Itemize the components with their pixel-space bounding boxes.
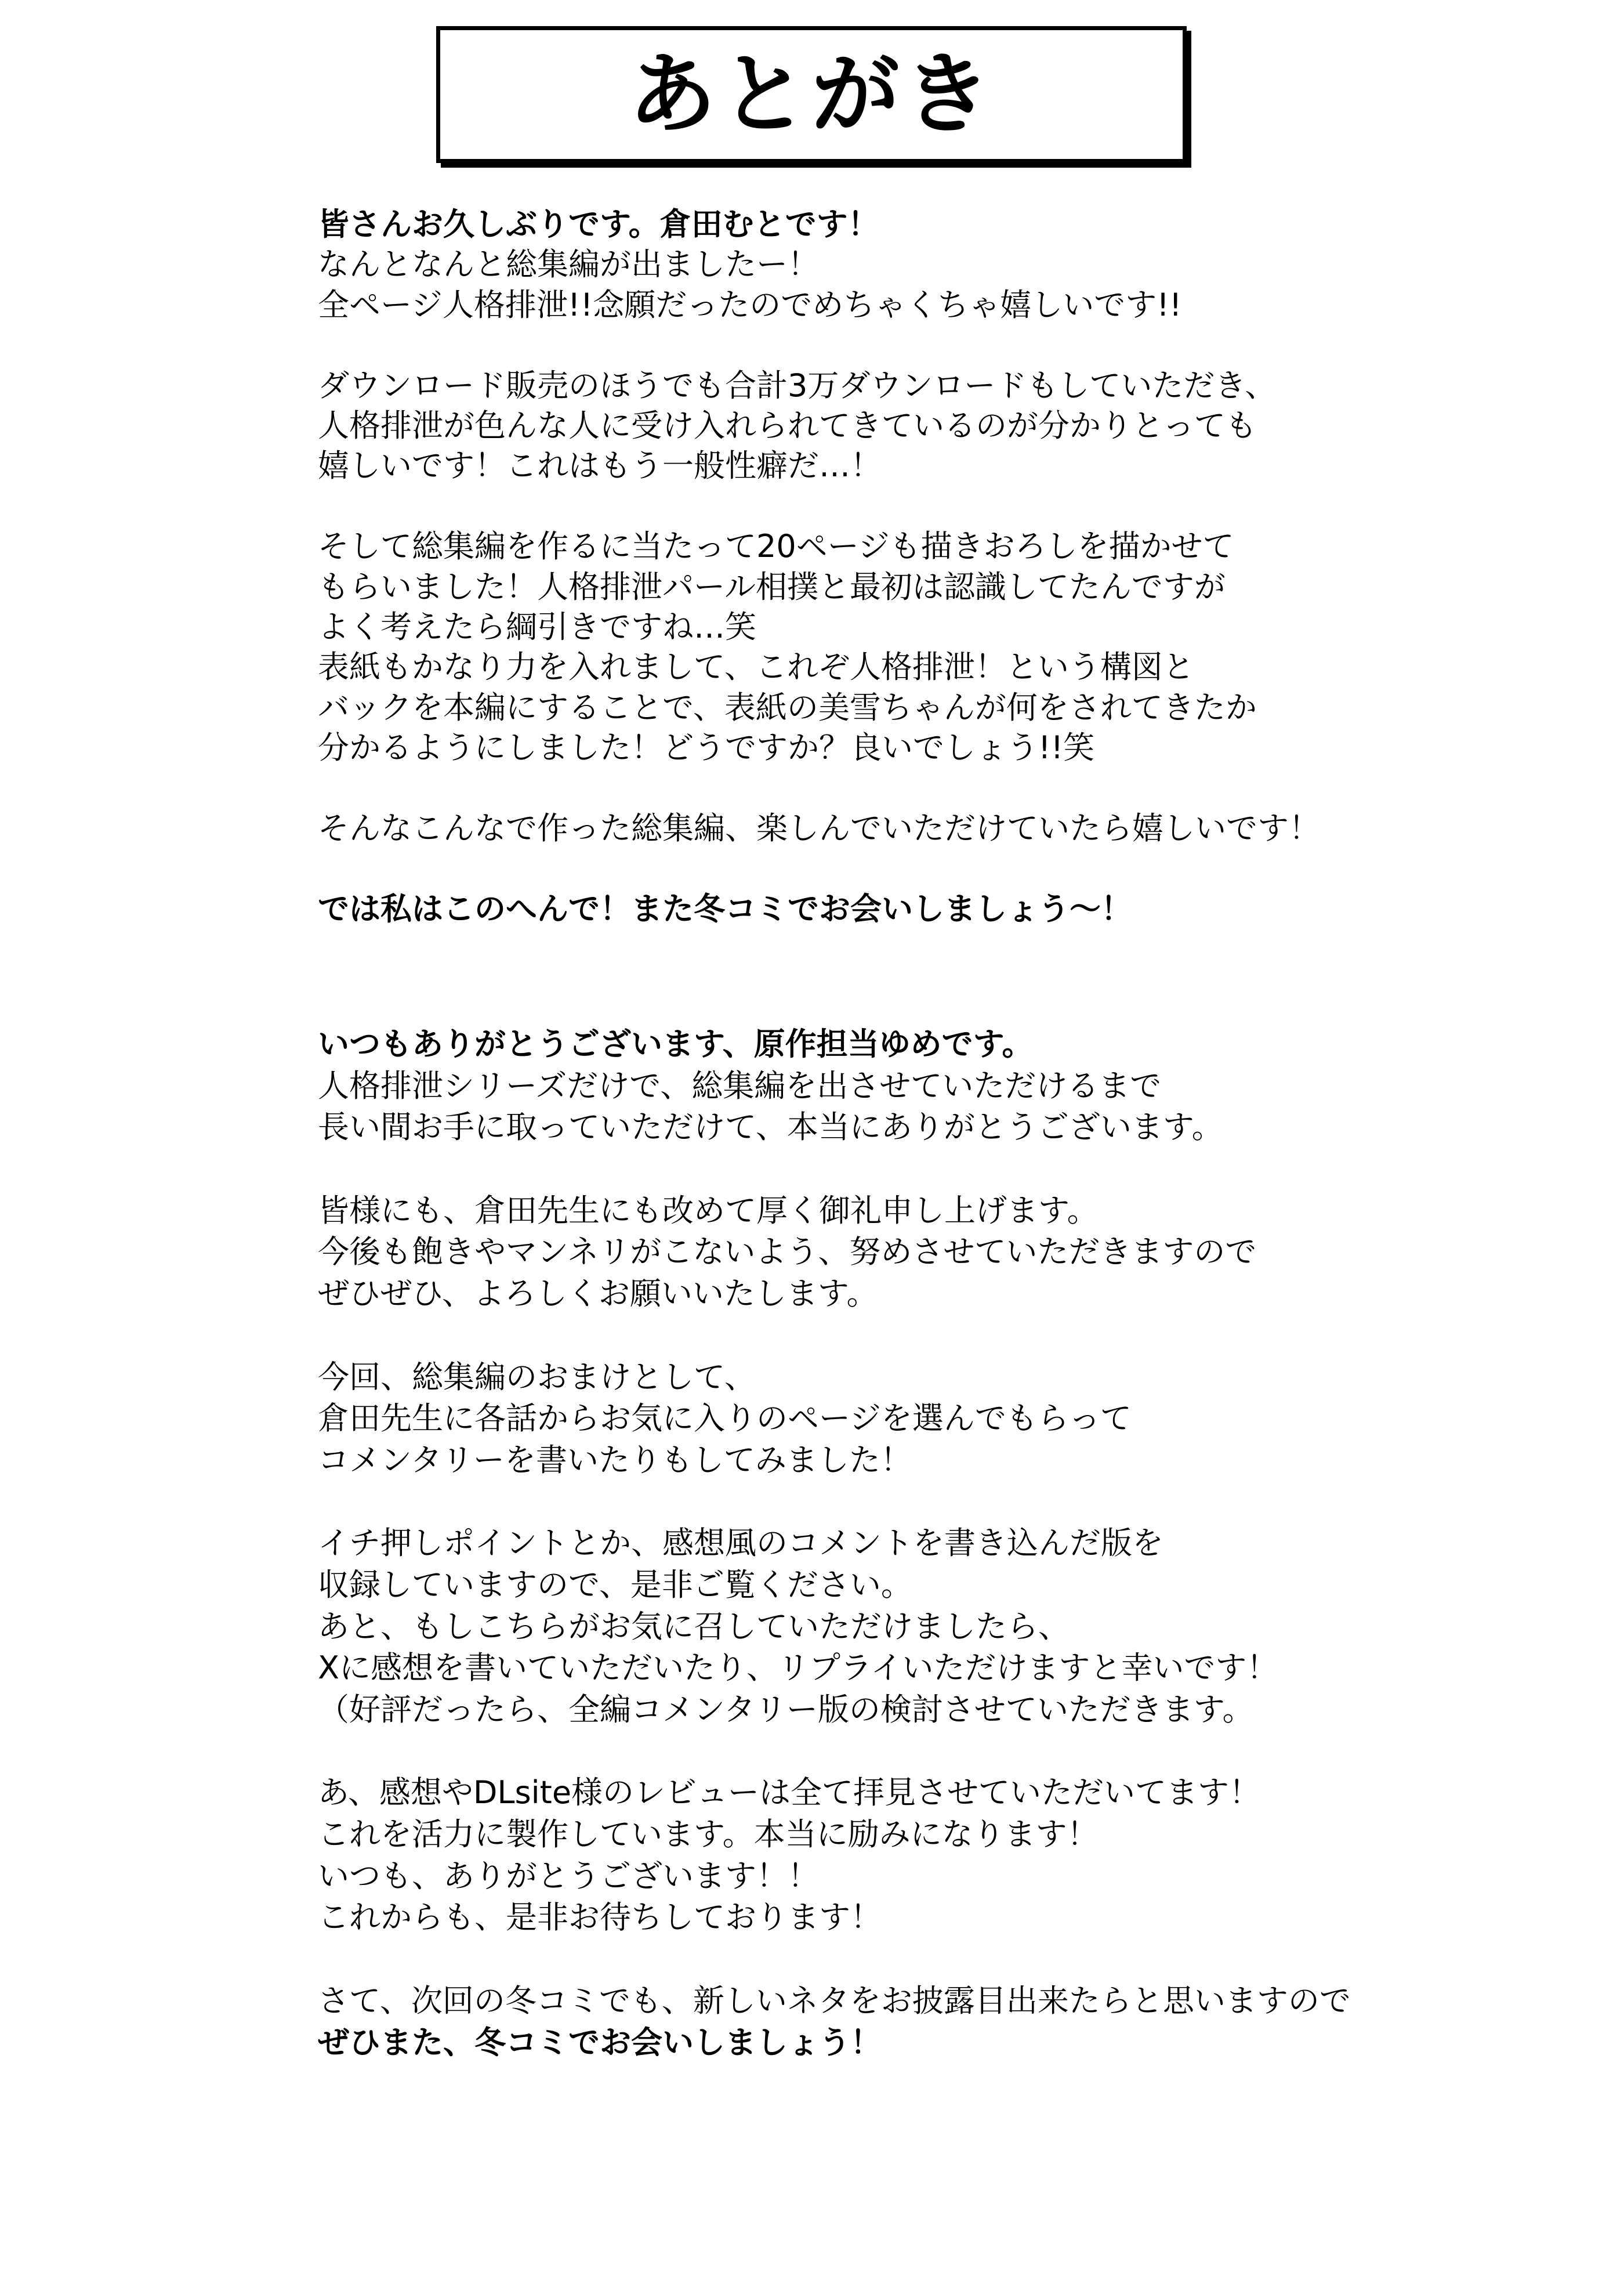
writer-blank-line xyxy=(318,1315,1594,1356)
writer-text-line: これからも、是非お待ちしております！ xyxy=(318,1899,882,1936)
page-title: あとがき xyxy=(628,43,995,146)
writer-afterword-section xyxy=(318,1023,1594,2063)
author-text-line: 皆さんお久しぶりです。倉田むとです！ xyxy=(318,206,879,243)
writer-text-line: いつも、ありがとうございます！！ xyxy=(318,1857,819,1894)
writer-text-line: これを活力に製作しています。本当に励みになります！ xyxy=(318,1816,1099,1853)
writer-text-line: 収録していますので、是非ご覧ください。 xyxy=(318,1566,912,1603)
writer-blank-line xyxy=(318,1481,1594,1523)
writer-blank-line xyxy=(318,1731,1594,1772)
author-blank-line xyxy=(318,486,1594,526)
writer-text-line: 倉田先生に各話からお気に入りのページを選んでもらって xyxy=(318,1400,1132,1437)
writer-text-line: 今後も飽きやマンネリがこないよう、努めさせていただきますので xyxy=(318,1233,1257,1271)
writer-text-line: イチ押しポイントとか、感想風のコメントを書き込んだ版を xyxy=(318,1525,1163,1562)
writer-text-line: さて、次回の冬コミでも、新しいネタをお披露目出来たらと思いますので xyxy=(318,1982,1351,2019)
writer-text-line: （好評だったら、全編コメンタリー版の検討させていただきます。 xyxy=(318,1691,1254,1728)
author-text-line: 全ページ人格排泄!!念願だったのでめちゃくちゃ嬉しいです!! xyxy=(318,286,1182,323)
title-box xyxy=(436,26,1187,163)
writer-text-line: コメンタリーを書いたりもしてみました！ xyxy=(318,1441,912,1478)
author-text-line: なんとなんと総集編が出ましたー！ xyxy=(318,246,819,283)
author-text-line: ダウンロード販売のほうでも合計3万ダウンロードもしていただき、 xyxy=(318,367,1277,404)
author-afterword-section xyxy=(318,204,1594,929)
writer-text-line: 長い間お手に取っていただけて、本当にありがとうございます。 xyxy=(318,1109,1223,1146)
author-text-line: では私はこのへんで！また冬コミでお会いしましょう〜！ xyxy=(318,890,1132,927)
author-text-line: 表紙もかなり力を入れまして、これぞ人格排泄！という構図と xyxy=(318,649,1194,686)
author-text-line: そして総集編を作るに当たって20ページも描きおろしを描かせて xyxy=(318,528,1234,565)
writer-text-line: あと、もしこちらがお気に召していただけましたら、 xyxy=(318,1608,1070,1645)
writer-text-line: 皆様にも、倉田先生にも改めて厚く御礼申し上げます。 xyxy=(318,1192,1099,1229)
author-blank-line xyxy=(318,325,1594,365)
author-text-line: もらいました！人格排泄パール相撲と最初は認識してたんですが xyxy=(318,568,1226,605)
writer-text-line: Xに感想を書いていただいたり、リプライいただけますと幸いです！ xyxy=(318,1649,1278,1687)
author-text-line: そんなこんなで作った総集編、楽しんでいただけていたら嬉しいです！ xyxy=(318,809,1320,846)
author-text-line: 嬉しいです！これはもう一般性癖だ…！ xyxy=(318,447,882,484)
author-blank-line xyxy=(318,768,1594,808)
writer-text-line: 人格排泄シリーズだけで、総集編を出させていただけるまで xyxy=(318,1067,1162,1104)
author-blank-line xyxy=(318,848,1594,888)
writer-text-line: ぜひぜひ、よろしくお願いいたします。 xyxy=(318,1275,878,1312)
writer-blank-line xyxy=(318,1148,1594,1190)
author-text-line: 人格排泄が色んな人に受け入れられてきているのが分かりとっても xyxy=(318,407,1257,444)
writer-text-line: ぜひまた、冬コミでお会いしましょう！ xyxy=(318,2024,882,2061)
author-text-line: バックを本編にすることで、表紙の美雪ちゃんが何をされてきたか xyxy=(318,689,1257,726)
author-text-line: よく考えたら綱引きですね…笑 xyxy=(318,608,756,645)
writer-text-line: あ、感想やDLsite様のレビューは全て拝見させていただいてます！ xyxy=(318,1774,1261,1811)
writer-blank-line xyxy=(318,1938,1594,1980)
writer-text-line: いつもありがとうございます、原作担当ゆめです。 xyxy=(318,1026,1034,1062)
writer-text-line: 今回、総集編のおまけとして、 xyxy=(318,1358,756,1395)
author-text-line: 分かるようにしました！どうですか？良いでしょう!!笑 xyxy=(318,729,1095,766)
